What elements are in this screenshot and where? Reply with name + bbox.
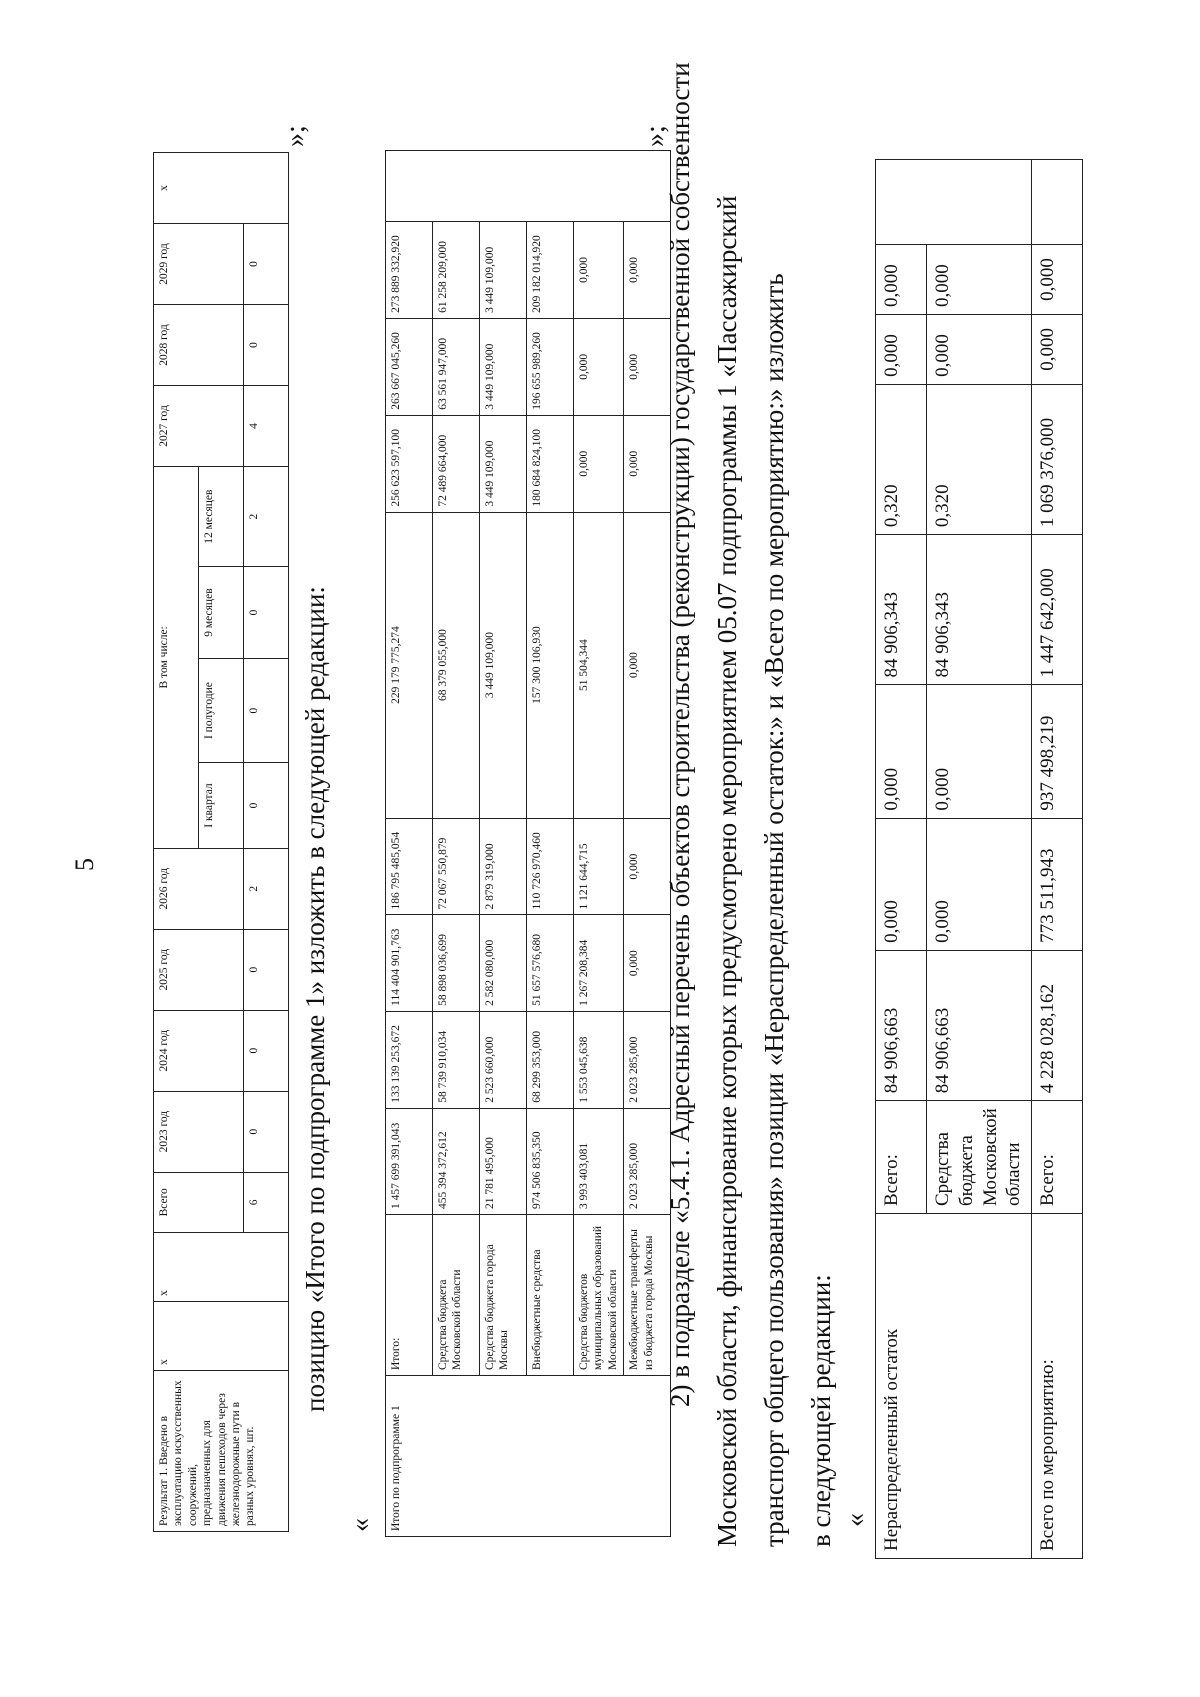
value-cell: 455 394 372,612 <box>433 1108 480 1214</box>
value-cell: 0 <box>244 929 289 1010</box>
value-cell: 1 457 699 391,043 <box>386 1108 433 1214</box>
value-cell: 186 795 485,054 <box>386 818 433 915</box>
value-cell: 157 300 106,930 <box>527 512 574 818</box>
x-cell: x <box>154 1302 289 1371</box>
value-cell: 4 <box>244 386 289 467</box>
value-cell: 0 <box>244 567 289 658</box>
value-cell: 0,000 <box>1032 245 1083 315</box>
value-cell: 2 879 319,000 <box>480 818 527 915</box>
value-cell: 114 404 901,763 <box>386 915 433 1011</box>
row-label: Внебюджетные средства <box>527 1215 574 1376</box>
closing-quote: »; <box>640 125 671 147</box>
value-cell: 51 504,344 <box>574 512 624 818</box>
value-cell: 84 906,343 <box>927 535 1032 685</box>
result-table <box>153 152 289 1532</box>
value-cell: 0 <box>244 224 289 305</box>
value-cell: 0,000 <box>927 245 1032 315</box>
value-cell: 0,000 <box>624 415 671 512</box>
value-cell: 68 299 353,000 <box>527 1011 574 1108</box>
value-cell: 0,320 <box>927 384 1032 534</box>
open-quote: « <box>840 1513 871 1527</box>
intro-line: позицию «Итого по подпрограмме 1» изложить в следующей редакции: <box>300 586 330 1412</box>
value-cell: 937 498,219 <box>1032 685 1083 818</box>
value-cell: 2 023 285,000 <box>624 1011 671 1108</box>
value-cell: 0 <box>244 305 289 386</box>
header-including: В том числе: <box>154 466 199 848</box>
value-cell: 2 523 660,000 <box>480 1011 527 1108</box>
paragraph-line: транспорт общего пользования» позиции «Нераспределенный остаток:» и «Всего по мероприятию:» изложить <box>759 273 789 1547</box>
value-cell: 773 511,943 <box>1032 818 1083 950</box>
value-cell: 3 449 109,000 <box>480 512 527 818</box>
value-cell: 0,000 <box>927 685 1032 818</box>
result-label: Результат 1. Введено в эксплуатацию искусственных сооружений, предназначенных для движения пешеходов через железнодорожные пути в разных уровнях, шт. <box>154 1371 289 1532</box>
value-cell: 974 506 835,350 <box>527 1108 574 1214</box>
value-cell: 0,000 <box>927 818 1032 950</box>
x-cell: x <box>154 1233 289 1302</box>
value-cell: 3 449 109,000 <box>480 318 527 415</box>
paragraph-line: 2) в подразделе «5.4.1. Адресный перечень объектов строительства (реконструкции) государственной собственности <box>665 62 695 1407</box>
value-cell: 0,000 <box>624 512 671 818</box>
sub-label: Средства бюджета Московской области <box>927 1101 1032 1214</box>
value-cell: 2 582 080,000 <box>480 915 527 1011</box>
value-cell: 72 489 664,000 <box>433 415 480 512</box>
empty-cell <box>876 160 1032 245</box>
value-cell: 68 379 055,000 <box>433 512 480 818</box>
value-cell: 209 182 014,920 <box>527 222 574 319</box>
value-cell: 0,000 <box>624 222 671 319</box>
value-cell: 84 906,343 <box>876 535 927 685</box>
x-cell: x <box>154 153 289 224</box>
header-9m: 9 месяцев <box>199 567 244 658</box>
value-cell: 0,000 <box>876 685 927 818</box>
row-label: Межбюджетные трансферты из бюджета города Москвы <box>624 1215 671 1376</box>
value-cell: 273 889 332,920 <box>386 222 433 319</box>
header-2029: 2029 год <box>154 224 244 305</box>
value-cell: 61 258 209,000 <box>433 222 480 319</box>
header-2026: 2026 год <box>154 848 244 929</box>
value-cell: 0,000 <box>876 818 927 950</box>
value-cell: 256 623 597,100 <box>386 415 433 512</box>
value-cell: 84 906,663 <box>876 950 927 1100</box>
value-cell: 110 726 970,460 <box>527 818 574 915</box>
value-cell: 51 657 576,680 <box>527 915 574 1011</box>
header-total: Всего <box>154 1172 244 1232</box>
value-cell: 1 267 208,384 <box>574 915 624 1011</box>
value-cell: 58 898 036,699 <box>433 915 480 1011</box>
value-cell: 0,000 <box>1032 314 1083 384</box>
value-cell: 196 655 989,260 <box>527 318 574 415</box>
empty-cell <box>1032 160 1083 245</box>
value-cell: 0,000 <box>624 318 671 415</box>
subprogram-title: Итого по подпрограмме 1 <box>386 1376 671 1537</box>
page-number: 5 <box>70 858 99 871</box>
value-cell: 58 739 910,034 <box>433 1011 480 1108</box>
header-2028: 2028 год <box>154 305 244 386</box>
row-label: Итого: <box>386 1215 433 1376</box>
header-q1: I квартал <box>199 763 244 848</box>
value-cell: 0 <box>244 1091 289 1172</box>
paragraph-line: Московской области, финансирование которых предусмотрено мероприятием 05.07 подпрограммы 1 «Пассажирский <box>712 195 742 1547</box>
header-2024: 2024 год <box>154 1010 244 1091</box>
header-h1: I полугодие <box>199 658 244 763</box>
value-cell: 3 449 109,000 <box>480 415 527 512</box>
value-cell: 0,000 <box>624 915 671 1011</box>
value-cell: 3 993 403,081 <box>574 1108 624 1214</box>
row-label: Нераспределенный остаток <box>876 1214 1032 1559</box>
value-cell: 0,000 <box>574 415 624 512</box>
sub-label: Всего: <box>1032 1101 1083 1214</box>
value-cell: 133 139 253,672 <box>386 1011 433 1108</box>
value-cell: 84 906,663 <box>927 950 1032 1100</box>
header-12m: 12 месяцев <box>199 466 244 566</box>
value-cell: 0,320 <box>876 384 927 534</box>
header-2027: 2027 год <box>154 386 244 467</box>
header-2023: 2023 год <box>154 1091 244 1172</box>
value-cell: 0,000 <box>876 245 927 315</box>
closing-quote: »; <box>280 125 311 147</box>
value-cell: 2 023 285,000 <box>624 1108 671 1214</box>
paragraph-line: в следующей редакции: <box>806 1274 836 1547</box>
value-cell: 72 067 550,879 <box>433 818 480 915</box>
value-cell: 63 561 947,000 <box>433 318 480 415</box>
subprogram-total-table <box>385 150 671 1537</box>
value-cell: 2 <box>244 848 289 929</box>
value-cell: 2 <box>244 466 289 566</box>
value-cell: 0 <box>244 658 289 763</box>
value-cell: 1 069 376,000 <box>1032 384 1083 534</box>
value-cell: 0,000 <box>876 314 927 384</box>
value-cell: 21 781 495,000 <box>480 1108 527 1214</box>
value-cell: 0 <box>244 1010 289 1091</box>
value-cell: 0,000 <box>574 318 624 415</box>
row-label: Средства бюджета города Москвы <box>480 1215 527 1376</box>
value-cell: 1 121 644,715 <box>574 818 624 915</box>
value-cell: 263 667 045,260 <box>386 318 433 415</box>
value-cell: 4 228 028,162 <box>1032 950 1083 1100</box>
unallocated-table <box>875 159 1083 1559</box>
value-cell: 0,000 <box>574 222 624 319</box>
header-2025: 2025 год <box>154 929 244 1010</box>
value-cell: 0,000 <box>927 314 1032 384</box>
value-cell: 229 179 775,274 <box>386 512 433 818</box>
value-cell: 3 449 109,000 <box>480 222 527 319</box>
sub-label: Всего: <box>876 1101 927 1214</box>
empty-cell <box>386 151 671 222</box>
value-cell: 1 553 045,638 <box>574 1011 624 1108</box>
value-cell: 0 <box>244 763 289 848</box>
row-label: Всего по мероприятию: <box>1032 1214 1083 1559</box>
row-label: Средства бюджетов муниципальных образований Московской области <box>574 1215 624 1376</box>
row-label: Средства бюджета Московской области <box>433 1215 480 1376</box>
value-cell: 1 447 642,000 <box>1032 535 1083 685</box>
open-quote: « <box>345 1518 376 1532</box>
value-cell: 180 684 824,100 <box>527 415 574 512</box>
value-cell: 0,000 <box>624 818 671 915</box>
value-cell: 6 <box>244 1172 289 1232</box>
